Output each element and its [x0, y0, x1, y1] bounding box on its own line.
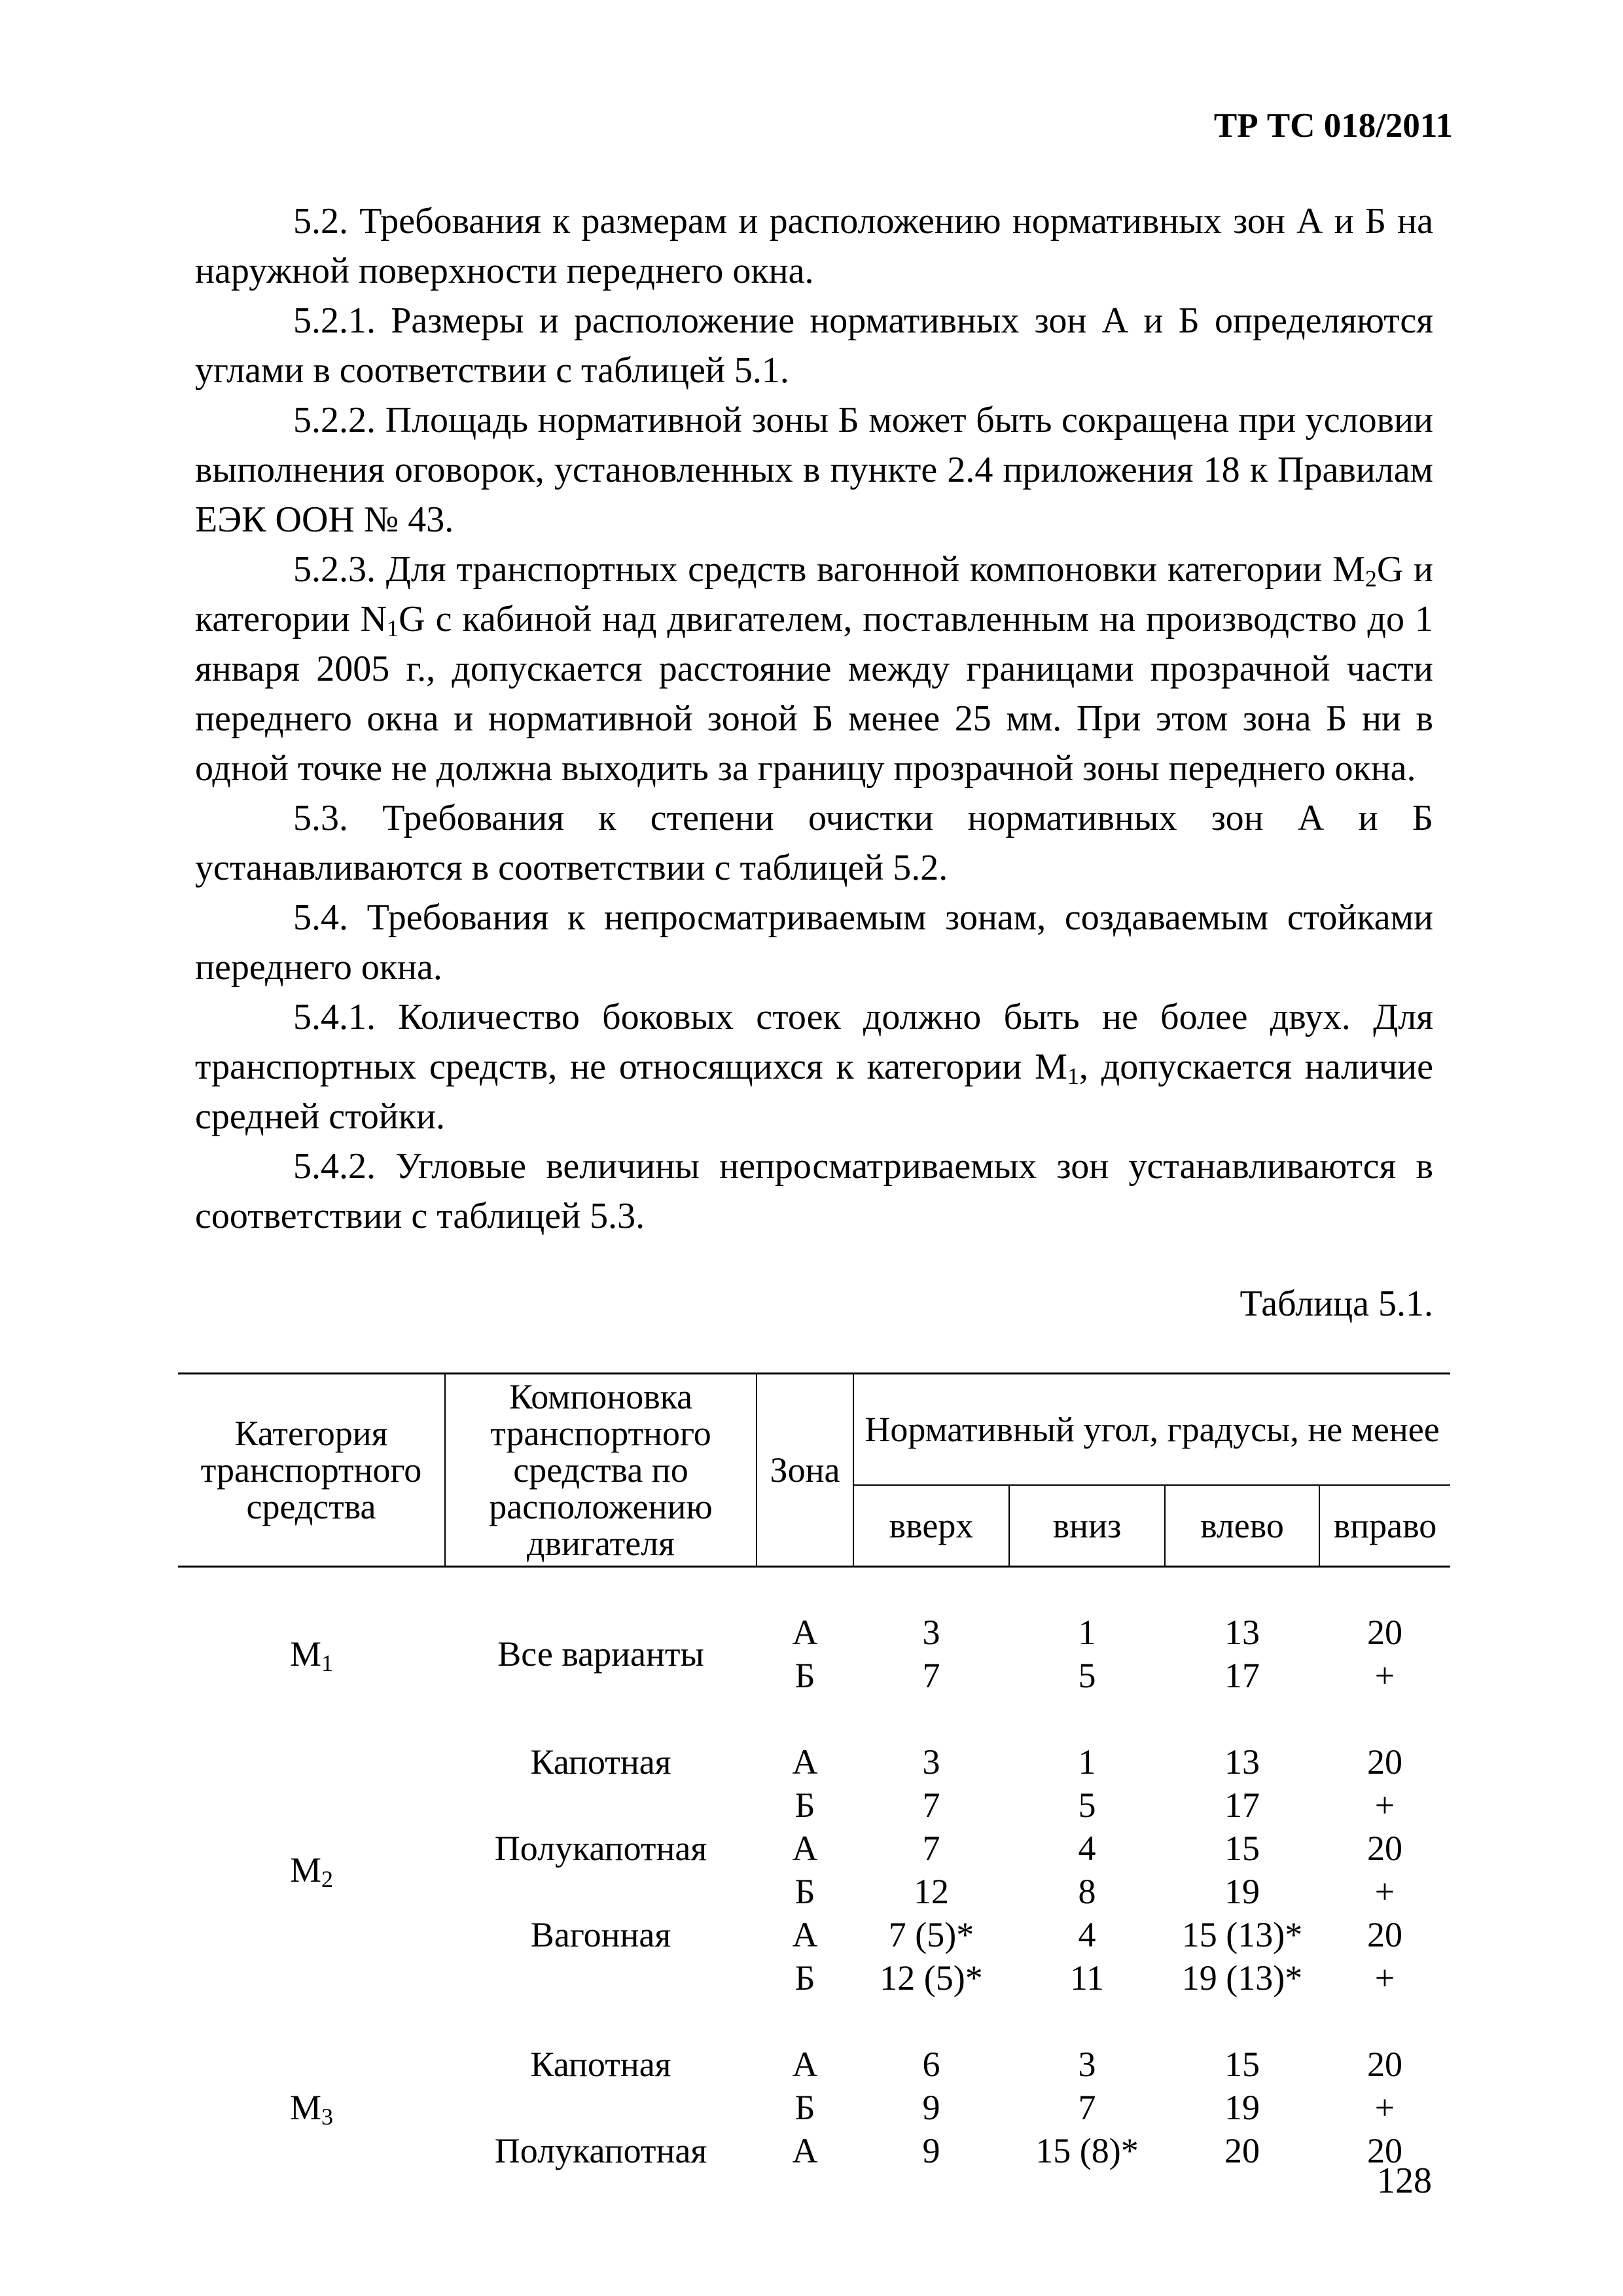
body-text: [195, 196, 1433, 1241]
layout-cell: Полукапотная: [494, 1829, 707, 1868]
value-cell: +: [1374, 1785, 1395, 1825]
header-category: Категория транспортного средства: [178, 1374, 445, 1567]
paragraph-5-2-3: 5.2.3. Для транспортных средств вагонной компоновки категории $M_2G$ и категории $N_1G$ с кабиной над двигателем, поставленным на производство до 1 января 2005 г., допускается расстояние между границами прозрачной части переднего окна и нормативной зоной Б менее 25 мм. При этом зона Б ни в одной точке не должна выходить за границу прозрачной зоны переднего окна.: [195, 549, 1433, 789]
value-cell: 19: [1224, 2088, 1260, 2127]
value-cell: 15 (8)*: [1035, 2131, 1139, 2170]
paragraph-5-3: 5.3. Требования к степени очистки нормативных зон А и Б устанавливаются в соответствии с таблицей 5.2.: [195, 798, 1433, 888]
layout-cell: Капотная: [530, 1742, 671, 1782]
zone-cell: Б: [794, 1958, 815, 1998]
zone-cell: А: [792, 1613, 818, 1652]
value-cell: 6: [922, 2045, 940, 2084]
paragraph-5-4: 5.4. Требования к непросматриваемым зонам, создаваемым стойками переднего окна.: [195, 897, 1433, 988]
zone-cell: Б: [794, 2088, 815, 2127]
header-zone: Зона: [757, 1374, 853, 1567]
value-cell: 20: [1367, 1742, 1402, 1782]
header-left: влево: [1165, 1485, 1319, 1567]
zone-cell: А: [792, 2131, 818, 2170]
layout-cell: Капотная: [530, 2045, 671, 2084]
value-cell: 15 (13)*: [1181, 1915, 1303, 1954]
zone-cell: Б: [794, 1785, 815, 1825]
value-cell: +: [1374, 1872, 1395, 1911]
value-cell: 20: [1367, 1915, 1402, 1954]
value-cell: 3: [1078, 2045, 1096, 2084]
value-cell: 13: [1224, 1613, 1260, 1652]
layout-cell: [445, 1784, 757, 1827]
category-cell: $M_2$: [289, 1850, 333, 1892]
category-cell: $M_3$: [289, 2088, 333, 2130]
header-right: вправо: [1319, 1485, 1450, 1567]
page-number: 128: [1377, 2161, 1432, 2201]
zone-cell: А: [792, 2045, 818, 2084]
paragraph-5-4-1: 5.4.1. Количество боковых стоек должно быть не более двух. Для транспортных средств, не относящихся к категории $M_1$, допускается наличие средней стойки.: [195, 997, 1433, 1137]
layout-cell: Все варианты: [497, 1634, 704, 1674]
zone-cell: А: [792, 1915, 818, 1954]
table-caption: Таблица 5.1.: [1240, 1283, 1433, 1324]
value-cell: 11: [1070, 1958, 1104, 1998]
layout-cell: [445, 1870, 757, 1913]
zone-cell: А: [792, 1829, 818, 1868]
value-cell: 3: [922, 1742, 940, 1782]
header-layout: Компоновка транспортного средства по расположению двигателя: [445, 1374, 757, 1567]
value-cell: +: [1374, 1958, 1395, 1998]
layout-cell: [445, 1956, 757, 2000]
value-cell: 7: [922, 1785, 940, 1825]
angles-table: [178, 1372, 1450, 2172]
value-cell: 3: [922, 1613, 940, 1652]
paragraph-5-4-2: 5.4.2. Угловые величины непросматриваемых зон устанавливаются в соответствии с таблицей 5.3.: [195, 1146, 1433, 1236]
value-cell: 20: [1224, 2131, 1260, 2170]
header-up: вверх: [853, 1485, 1009, 1567]
value-cell: 17: [1224, 1656, 1260, 1695]
value-cell: 15: [1224, 2045, 1260, 2084]
value-cell: 20: [1367, 2131, 1402, 2170]
paragraph-5-2-1: 5.2.1. Размеры и расположение нормативных зон А и Б определяются углами в соответствии с таблицей 5.1.: [195, 300, 1433, 391]
table-row: [178, 2043, 1450, 2086]
value-cell: 5: [1078, 1656, 1096, 1695]
value-cell: 20: [1367, 1613, 1402, 1652]
value-cell: 12 (5)*: [880, 1958, 983, 1998]
table-row: [178, 1740, 1450, 1784]
layout-cell: Полукапотная: [494, 2131, 707, 2170]
value-cell: 5: [1078, 1785, 1096, 1825]
value-cell: 9: [922, 2131, 940, 2170]
value-cell: 12: [914, 1872, 949, 1911]
table-row: [178, 1611, 1450, 1654]
layout-cell: [445, 2086, 757, 2129]
zone-cell: А: [792, 1742, 818, 1782]
value-cell: 9: [922, 2088, 940, 2127]
value-cell: 1: [1078, 1613, 1096, 1652]
paragraph-5-2: 5.2. Требования к размерам и расположению нормативных зон А и Б на наружной поверхности переднего окна.: [195, 201, 1433, 291]
value-cell: 19: [1224, 1872, 1260, 1911]
value-cell: 7: [922, 1656, 940, 1695]
value-cell: +: [1374, 1656, 1395, 1695]
value-cell: 13: [1224, 1742, 1260, 1782]
value-cell: 15: [1224, 1829, 1260, 1868]
document-code: ТР ТС 018/2011: [1213, 107, 1453, 145]
layout-cell: Вагонная: [530, 1915, 671, 1954]
value-cell: 7: [1078, 2088, 1096, 2127]
value-cell: 4: [1078, 1915, 1096, 1954]
header-down: вниз: [1009, 1485, 1165, 1567]
value-cell: 20: [1367, 2045, 1402, 2084]
value-cell: 7 (5)*: [888, 1915, 974, 1954]
paragraph-5-2-2: 5.2.2. Площадь нормативной зоны Б может быть сокращена при условии выполнения оговорок, установленных в пункте 2.4 приложения 18 к Правилам ЕЭК ООН № 43.: [195, 400, 1433, 540]
value-cell: 19 (13)*: [1181, 1958, 1303, 1998]
zone-cell: Б: [794, 1656, 815, 1695]
value-cell: 20: [1367, 1829, 1402, 1868]
header-angle-group: Нормативный угол, градусы, не менее: [853, 1374, 1450, 1486]
value-cell: +: [1374, 2088, 1395, 2127]
value-cell: 8: [1078, 1872, 1096, 1911]
value-cell: 4: [1078, 1829, 1096, 1868]
value-cell: 7: [922, 1829, 940, 1868]
zone-cell: Б: [794, 1872, 815, 1911]
category-cell: $M_1$: [289, 1634, 333, 1676]
value-cell: 1: [1078, 1742, 1096, 1782]
value-cell: 17: [1224, 1785, 1260, 1825]
